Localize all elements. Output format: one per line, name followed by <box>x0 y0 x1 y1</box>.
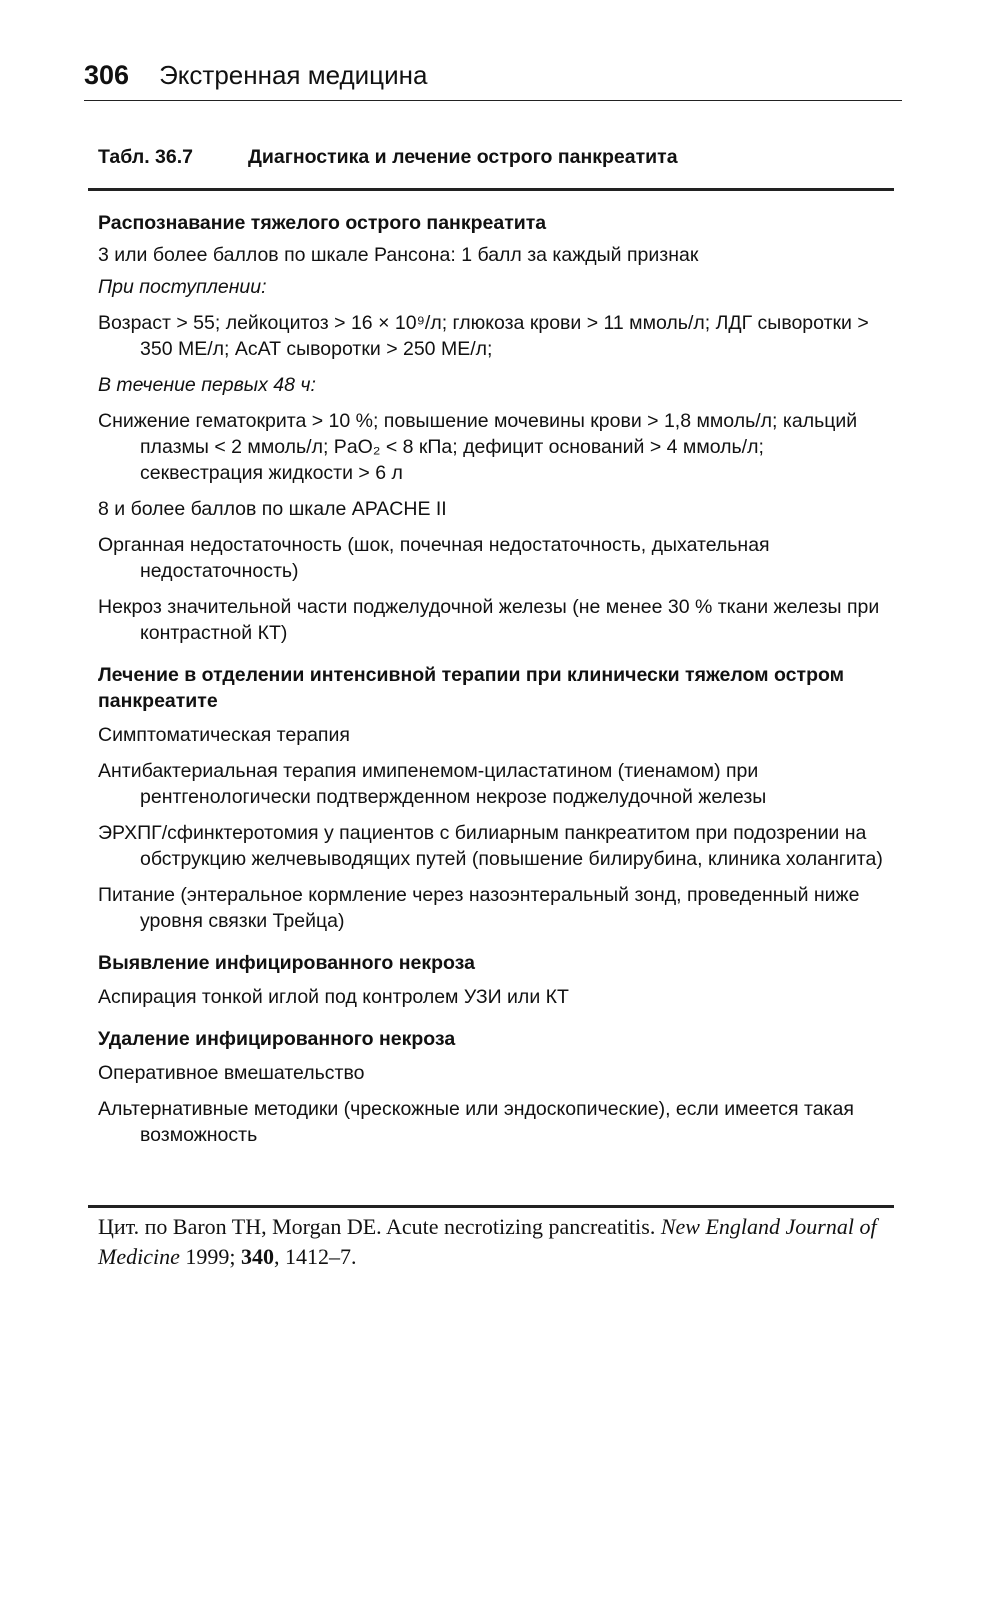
ranson-line: 3 или более баллов по шкале Рансона: 1 балл за каждый признак <box>98 244 699 266</box>
citation-footnote <box>98 1212 898 1272</box>
table-title: Диагностика и лечение острого панкреатита <box>248 146 678 168</box>
on-admission-label: При поступлении: <box>98 276 267 298</box>
table-top-rule <box>88 188 894 191</box>
citation-volume: 340 <box>240 1244 274 1269</box>
section-heading-detection: Выявление инфицированного некроза <box>98 952 475 974</box>
table-caption <box>98 146 898 169</box>
table-number: Табл. 36.7 <box>98 146 194 168</box>
page-number: 306 <box>84 60 130 90</box>
running-title: Экстренная медицина <box>159 60 428 90</box>
organ-failure-line: Органная недостаточность (шок, почечная недостаточность, дыхательная недостаточность) <box>98 534 770 582</box>
table-bottom-rule <box>88 1205 894 1208</box>
necrosis-line: Некроз значительной части поджелудочной железы (не менее 30 % ткани железы при контрастной КТ) <box>98 596 880 644</box>
nutrition-line: Питание (энтеральное кормление через назоэнтеральный зонд, проведенный ниже уровня связки Трейца) <box>98 884 860 932</box>
running-header <box>84 60 902 101</box>
citation-pages: , 1412–7. <box>273 1244 357 1269</box>
admission-criteria: Возраст > 55; лейкоцитоз > 16 × 10⁹/л; глюкоза крови > 11 ммоль/л; ЛДГ сыворотки > 350 МЕ/л; АсАТ сыворотки > 250 МЕ/л; <box>98 312 869 360</box>
ercp-line: ЭРХПГ/сфинктеротомия у пациентов с билиарным панкреатитом при подозрении на обструкцию желчевыводящих путей (повышение билирубина, клиника холангита) <box>98 822 883 870</box>
citation-year: 1999; <box>179 1244 241 1269</box>
section-heading-recognition: Распознавание тяжелого острого панкреатита <box>98 212 547 234</box>
apache-line: 8 и более баллов по шкале APACHE II <box>98 498 447 520</box>
surgery-line: Оперативное вмешательство <box>98 1062 365 1084</box>
symptomatic-line: Симптоматическая терапия <box>98 724 350 746</box>
section-heading-icu: Лечение в отделении интенсивной терапии при клинически тяжелом остром панкреатите <box>98 664 845 712</box>
antibacterial-line: Антибактериальная терапия имипенемом-циластатином (тиенамом) при рентгенологически подтвержденном некрозе поджелудочной железы <box>98 760 767 808</box>
alternative-line: Альтернативные методики (чрескожные или эндоскопические), если имеется такая возможность <box>98 1098 854 1146</box>
table-body <box>98 210 888 1148</box>
aspiration-line: Аспирация тонкой иглой под контролем УЗИ или КТ <box>98 986 569 1008</box>
section-heading-removal: Удаление инфицированного некроза <box>98 1028 456 1050</box>
first-48h-label: В течение первых 48 ч: <box>98 374 316 396</box>
citation-journal: New England Journal of Medicine <box>98 1214 877 1269</box>
citation-prefix: Цит. по Baron TH, Morgan DE. Acute necrotizing pancreatitis. <box>98 1214 661 1239</box>
criteria-48h: Снижение гематокрита > 10 %; повышение мочевины крови > 1,8 ммоль/л; кальций плазмы < 2 ммоль/л; PaO₂ < 8 кПа; дефицит оснований > 4 ммоль/л; секвестрация жидкости > 6 л <box>98 410 858 484</box>
